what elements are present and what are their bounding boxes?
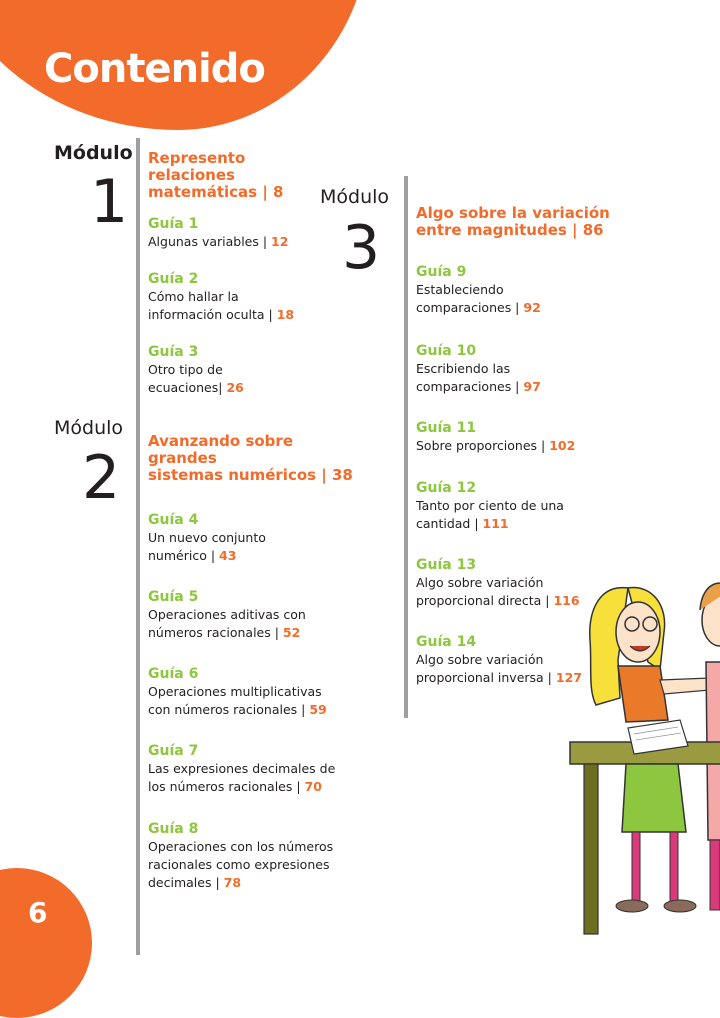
page-number-badge <box>0 868 92 1018</box>
page-number: 116 <box>553 593 580 608</box>
page-number: 26 <box>226 380 244 395</box>
toc-entry-guia-9[interactable]: Guía 9 Estableciendo comparaciones | 92 <box>416 264 541 315</box>
toc-entry-guia-12[interactable]: Guía 12 Tanto por ciento de una cantidad | 111 <box>416 480 564 531</box>
toc-entry-guia-1[interactable]: Guía 1 Algunas variables | 12 <box>148 216 289 249</box>
page-number: 70 <box>304 779 322 794</box>
page-number: 127 <box>555 670 582 685</box>
page-number: 92 <box>523 300 541 315</box>
module-3-label: Módulo <box>320 186 390 208</box>
module-1-label: Módulo <box>54 142 133 164</box>
toc-entry-guia-3[interactable]: Guía 3 Otro tipo de ecuaciones| 26 <box>148 344 244 395</box>
module-2-label: Módulo <box>54 417 124 439</box>
toc-entry-guia-8[interactable]: Guía 8 Operaciones con los números racionales como expresiones decimales | 78 <box>148 821 334 890</box>
module-2-title[interactable]: Avanzando sobre grandes sistemas numéricos | 38 <box>148 432 353 484</box>
page-number: 97 <box>523 379 541 394</box>
toc-entry-guia-2[interactable]: Guía 2 Cómo hallar la información oculta | 18 <box>148 271 295 322</box>
toc-entry-guia-10[interactable]: Guía 10 Escribiendo las comparaciones | 97 <box>416 343 541 394</box>
students-illustration <box>560 570 720 955</box>
module-3-title[interactable]: Algo sobre la variación entre magnitudes | 86 <box>416 204 610 239</box>
page-number: 6 <box>28 896 48 929</box>
page-number: 59 <box>309 702 327 717</box>
column-divider-left <box>136 138 140 955</box>
toc-entry-guia-5[interactable]: Guía 5 Operaciones aditivas con números racionales | 52 <box>148 589 306 640</box>
page-number: 43 <box>219 548 237 563</box>
page-number: 111 <box>482 516 509 531</box>
column-divider-right <box>404 176 408 718</box>
toc-entry-guia-4[interactable]: Guía 4 Un nuevo conjunto numérico | 43 <box>148 512 266 563</box>
toc-entry-guia-7[interactable]: Guía 7 Las expresiones decimales de los números racionales | 70 <box>148 743 336 794</box>
module-1-title[interactable]: Represento relaciones matemáticas | 8 <box>148 149 284 201</box>
toc-entry-guia-13[interactable]: Guía 13 Algo sobre variación proporcional directa | 116 <box>416 557 580 608</box>
page-number: 102 <box>549 438 576 453</box>
module-1-number: 1 <box>90 167 129 237</box>
toc-entry-guia-11[interactable]: Guía 11 Sobre proporciones | 102 <box>416 420 576 453</box>
page-number: 78 <box>223 875 242 890</box>
page-number: 18 <box>276 307 295 322</box>
toc-entry-guia-6[interactable]: Guía 6 Operaciones multiplicativas con números racionales | 59 <box>148 666 327 717</box>
page-number: 52 <box>282 625 301 640</box>
page-title: Contenido <box>44 46 265 92</box>
module-2-number: 2 <box>82 443 121 513</box>
toc-entry-guia-14[interactable]: Guía 14 Algo sobre variación proporcional inversa | 127 <box>416 634 582 685</box>
page-number: 12 <box>271 234 289 249</box>
module-3-number: 3 <box>342 213 381 283</box>
